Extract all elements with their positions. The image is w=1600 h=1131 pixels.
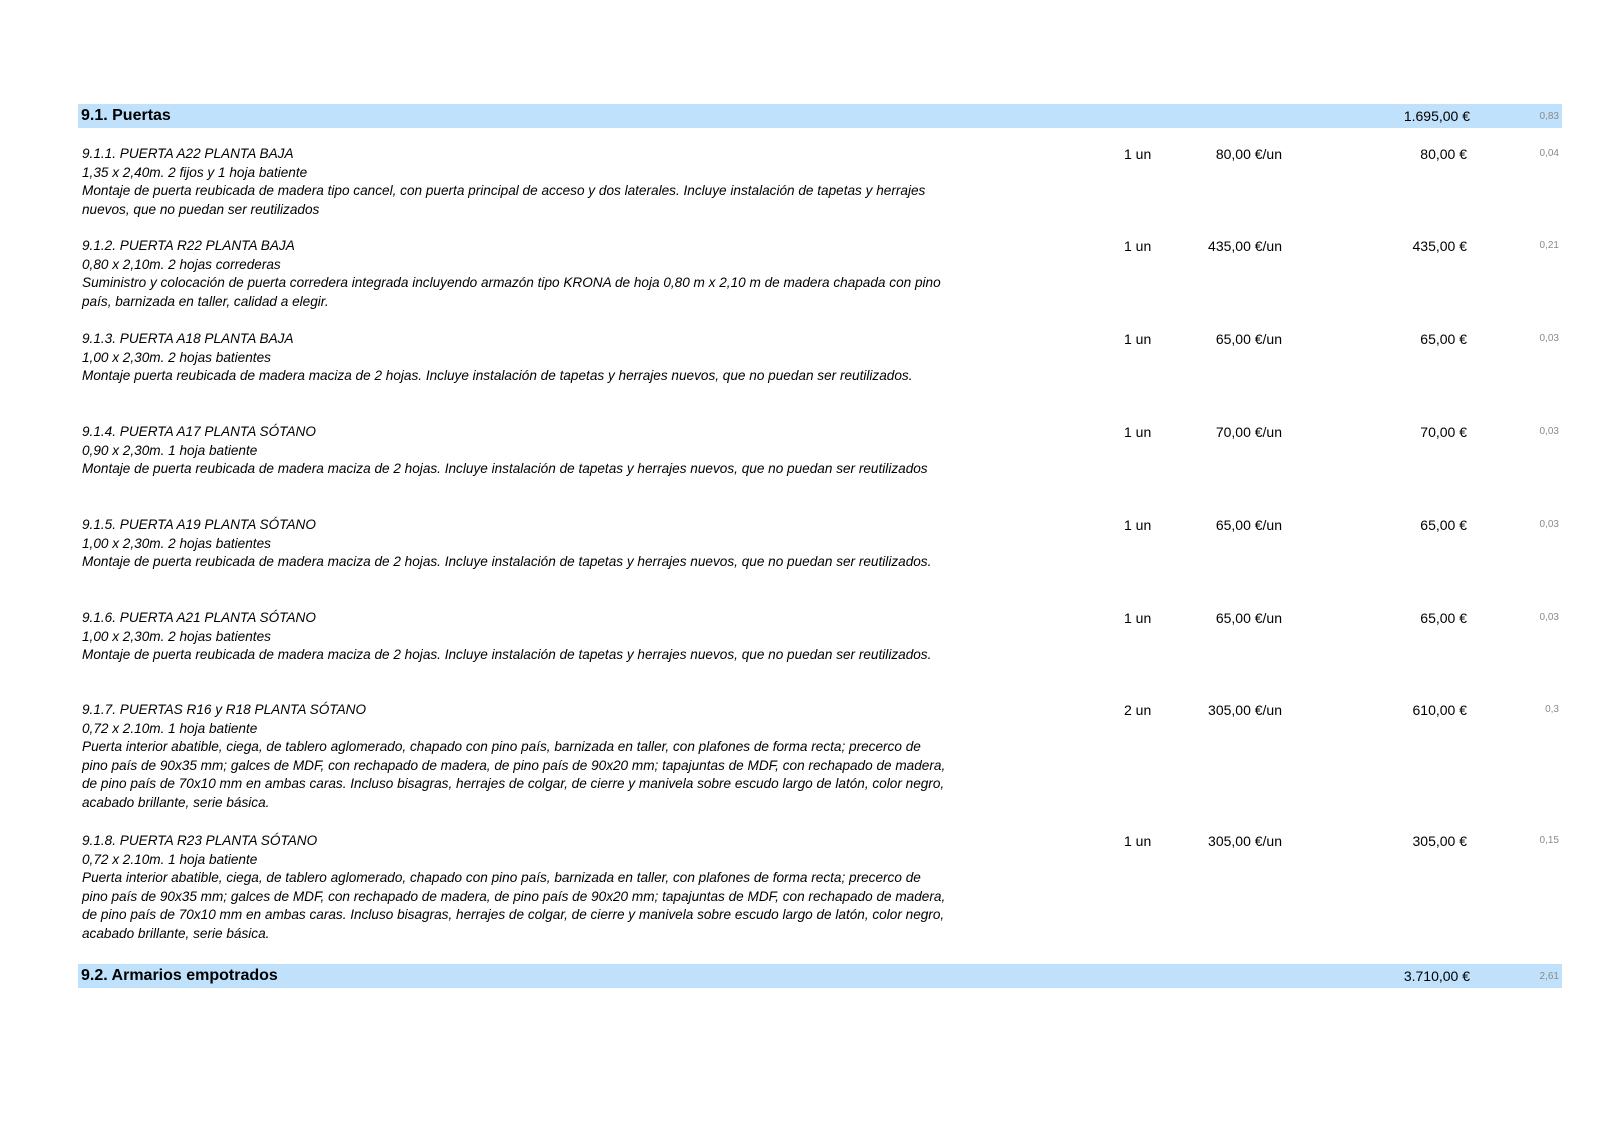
item-title: 9.1.8. PUERTA R23 PLANTA SÓTANO [82,833,318,848]
item-amount: 65,00 € [1420,517,1467,533]
item-dimensions: 0,72 x 2.10m. 1 hoja batiente [82,851,258,867]
item-dimensions: 1,00 x 2,30m. 2 hojas batientes [82,628,271,644]
item-dimensions: 0,72 x 2.10m. 1 hoja batiente [82,720,258,736]
section-total: 1.695,00 € [1403,108,1470,124]
item-description-line: pino país de 90x35 mm; galces de MDF, con rechapado de madera, de pino país de 90x20 mm; tapajuntas de MDF, con rechapado de madera, [82,888,946,904]
item-quantity: 1 un [1124,833,1152,849]
item-unit-price: 305,00 €/un [1208,702,1282,718]
item-description-line: Montaje puerta reubicada de madera maciza de 2 hojas. Incluye instalación de tapetas y herrajes nuevos, que no puedan ser reutilizados. [82,368,913,384]
item-description-line: de pino país de 70x10 mm en ambas caras. Incluso bisagras, herrajes de colgar, de cierre y manivela sobre escudo largo de latón, color negro, [82,907,945,923]
item-description-block [82,423,1042,479]
item-title: 9.1.4. PUERTA A17 PLANTA SÓTANO [82,424,316,439]
item-description-line: Montaje de puerta reubicada de madera maciza de 2 hojas. Incluye instalación de tapetas y herrajes nuevos, que no puedan ser reutilizados [82,461,928,477]
section-ratio: 2,61 [1539,971,1559,982]
item-ratio: 0,15 [1539,835,1559,846]
section-title: 9.2. Armarios empotrados [81,967,278,984]
item-quantity: 1 un [1124,146,1152,162]
item-ratio: 0,03 [1539,426,1559,437]
item-description-line: acabado brillante, serie básica. [82,794,270,810]
item-title: 9.1.7. PUERTAS R16 y R18 PLANTA SÓTANO [82,702,367,717]
item-dimensions: 0,80 x 2,10m. 2 hojas correderas [82,256,281,272]
item-unit-price: 305,00 €/un [1208,833,1282,849]
item-quantity: 1 un [1124,331,1152,347]
item-dimensions: 1,35 x 2,40m. 2 fijos y 1 hoja batiente [82,164,308,180]
item-description-line: pino país de 90x35 mm; galces de MDF, con rechapado de madera, de pino país de 90x20 mm; tapajuntas de MDF, con rechapado de madera, [82,757,946,773]
item-description-line: Suministro y colocación de puerta corredera integrada incluyendo armazón tipo KRONA de hoja 0,80 m x 2,10 m de madera chapada con pino [82,275,941,291]
item-description-line: Montaje de puerta reubicada de madera maciza de 2 hojas. Incluye instalación de tapetas y herrajes nuevos, que no puedan ser reutilizados. [82,554,932,570]
item-ratio: 0,21 [1539,240,1559,251]
item-ratio: 0,03 [1539,519,1559,530]
item-description-block [82,701,1042,813]
item-amount: 65,00 € [1420,610,1467,626]
item-quantity: 1 un [1124,610,1152,626]
item-description-block [82,237,1042,311]
item-unit-price: 70,00 €/un [1215,424,1282,440]
item-description-line: Montaje de puerta reubicada de madera tipo cancel, con puerta principal de acceso y dos laterales. Incluye instalación de tapetas y herrajes [82,183,926,199]
item-title: 9.1.2. PUERTA R22 PLANTA BAJA [82,238,295,253]
item-unit-price: 80,00 €/un [1215,146,1282,162]
item-description-line: Montaje de puerta reubicada de madera maciza de 2 hojas. Incluye instalación de tapetas y herrajes nuevos, que no puedan ser reutilizados. [82,647,932,663]
item-ratio: 0,04 [1539,148,1559,159]
item-description-block [82,832,1042,944]
item-ratio: 0,3 [1545,704,1559,715]
section-ratio: 0,83 [1539,111,1559,122]
section-title: 9.1. Puertas [81,107,171,124]
item-unit-price: 435,00 €/un [1208,238,1282,254]
item-quantity: 1 un [1124,424,1152,440]
item-unit-price: 65,00 €/un [1215,517,1282,533]
item-quantity: 1 un [1124,238,1152,254]
item-amount: 80,00 € [1420,146,1467,162]
item-title: 9.1.3. PUERTA A18 PLANTA BAJA [82,331,294,346]
item-ratio: 0,03 [1539,333,1559,344]
section-header-puertas [78,104,1562,128]
item-dimensions: 1,00 x 2,30m. 2 hojas batientes [82,349,271,365]
item-description-block [82,609,1042,665]
item-unit-price: 65,00 €/un [1215,610,1282,626]
section-total: 3.710,00 € [1403,968,1470,984]
item-dimensions: 0,90 x 2,30m. 1 hoja batiente [82,442,258,458]
item-description-block [82,145,1042,219]
item-description-block [82,330,1042,386]
item-ratio: 0,03 [1539,612,1559,623]
item-amount: 70,00 € [1420,424,1467,440]
item-quantity: 1 un [1124,517,1152,533]
item-title: 9.1.5. PUERTA A19 PLANTA SÓTANO [82,517,316,532]
item-amount: 305,00 € [1412,833,1467,849]
item-description-block [82,516,1042,572]
item-amount: 65,00 € [1420,331,1467,347]
item-dimensions: 1,00 x 2,30m. 2 hojas batientes [82,535,271,551]
section-header-armarios [78,964,1562,988]
item-description-line: Puerta interior abatible, ciega, de tablero aglomerado, chapado con pino país, barnizada en taller, con plafones de forma recta; precerco de [82,870,921,886]
item-quantity: 2 un [1124,702,1152,718]
item-title: 9.1.1. PUERTA A22 PLANTA BAJA [82,146,294,161]
item-description-line: Puerta interior abatible, ciega, de tablero aglomerado, chapado con pino país, barnizada en taller, con plafones de forma recta; precerco de [82,739,921,755]
item-description-line: país, barnizada en taller, calidad a elegir. [82,293,329,309]
item-description-line: nuevos, que no puedan ser reutilizados [82,201,320,217]
item-amount: 610,00 € [1412,702,1467,718]
item-unit-price: 65,00 €/un [1215,331,1282,347]
item-description-line: de pino país de 70x10 mm en ambas caras. Incluso bisagras, herrajes de colgar, de cierre y manivela sobre escudo largo de latón, color negro, [82,776,945,792]
item-amount: 435,00 € [1412,238,1467,254]
item-title: 9.1.6. PUERTA A21 PLANTA SÓTANO [82,610,316,625]
item-description-line: acabado brillante, serie básica. [82,925,270,941]
